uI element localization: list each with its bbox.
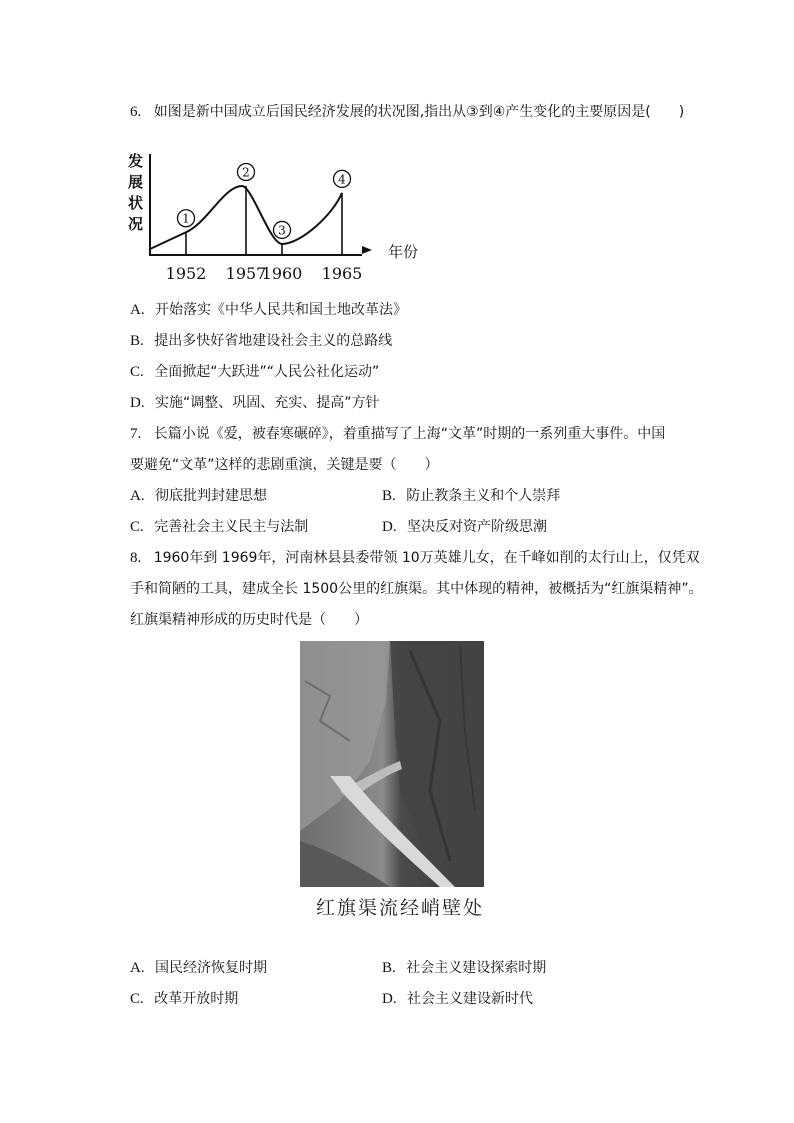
q6-option-b[interactable] xyxy=(130,331,392,351)
y-axis-label-char: 发 xyxy=(128,152,144,170)
q7-option-c[interactable] xyxy=(130,517,308,537)
x-tick-label-1960: 1960 xyxy=(261,264,303,283)
option-text: 坚决反对资产阶级思潮 xyxy=(407,519,548,535)
option-letter: B. xyxy=(382,488,396,504)
q6-stem: 如图是新中国成立后国民经济发展的状况图,指出从③到④产生变化的主要原因是( ) xyxy=(153,104,685,120)
q6-number: 6. xyxy=(130,104,142,120)
option-letter: C. xyxy=(130,519,144,535)
point-3-label: 3 xyxy=(278,223,286,238)
option-text: 社会主义建设探索时期 xyxy=(406,960,547,976)
option-letter: D. xyxy=(382,991,397,1007)
option-text: 防止教条主义和个人崇拜 xyxy=(406,488,561,504)
q8-stem-line-3: 红旗渠精神形成的历史时代是（ ） xyxy=(130,612,368,628)
option-letter: A. xyxy=(130,488,145,504)
option-text: 提出多快好省地建设社会主义的总路线 xyxy=(154,333,393,349)
q6-stem-line xyxy=(130,102,684,122)
x-axis-label: 年份 xyxy=(388,243,419,261)
option-letter: B. xyxy=(382,960,396,976)
option-letter: A. xyxy=(130,302,145,318)
option-letter: C. xyxy=(130,991,144,1007)
option-letter: B. xyxy=(130,333,144,349)
x-tick-label-1965: 1965 xyxy=(321,264,363,283)
point-4-label: 4 xyxy=(338,172,346,187)
q8-option-b[interactable] xyxy=(382,958,546,978)
q8-option-a[interactable] xyxy=(130,958,267,978)
option-text: 国民经济恢复时期 xyxy=(155,960,268,976)
option-text: 全面掀起“大跃进”“人民公社化运动” xyxy=(154,364,380,380)
q8-option-d[interactable] xyxy=(382,989,533,1009)
q7-stem-line-1 xyxy=(130,424,665,444)
q7-option-b[interactable] xyxy=(382,486,560,506)
option-letter: C. xyxy=(130,364,144,380)
photo-caption: 红旗渠流经峭壁处 xyxy=(315,897,484,919)
q6-option-c[interactable] xyxy=(130,362,379,382)
x-tick-label-1952: 1952 xyxy=(165,264,207,283)
q8-stem-line-1 xyxy=(130,548,700,568)
q7-number: 7. xyxy=(130,426,142,442)
point-1-label: 1 xyxy=(182,211,190,226)
q7-option-a[interactable] xyxy=(130,486,267,506)
option-letter: D. xyxy=(382,519,397,535)
x-tick-label-1957: 1957 xyxy=(225,264,267,283)
canal-cliff-photo xyxy=(300,641,484,887)
option-text: 社会主义建设新时代 xyxy=(407,991,534,1007)
q8-stem-1: 1960年到 1969年，河南林县县委带领 10万英雄儿女，在千峰如削的太行山上，仅凭双 xyxy=(153,550,700,566)
y-axis-label-char: 展 xyxy=(128,173,144,191)
q7-stem-1: 长篇小说《爱，被春寒碾碎》，着重描写了上海“文革”时期的一系列重大事件。中国 xyxy=(153,426,666,442)
y-axis-label-char: 况 xyxy=(128,215,144,233)
point-2-label: 2 xyxy=(242,165,250,180)
option-text: 改革开放时期 xyxy=(154,991,239,1007)
q7-option-d[interactable] xyxy=(382,517,547,537)
q6-option-a[interactable] xyxy=(130,300,407,320)
option-text: 实施“调整、巩固、充实、提高”方针 xyxy=(155,395,380,411)
option-letter: D. xyxy=(130,395,145,411)
q8-option-c[interactable] xyxy=(130,989,238,1009)
y-axis-label xyxy=(127,152,143,233)
y-axis-label-char: 状 xyxy=(128,194,144,212)
option-text: 彻底批判封建思想 xyxy=(155,488,268,504)
option-text: 开始落实《中华人民共和国土地改革法》 xyxy=(155,302,408,318)
q6-option-d[interactable] xyxy=(130,393,380,413)
option-text: 完善社会主义民主与法制 xyxy=(154,519,309,535)
option-letter: A. xyxy=(130,960,145,976)
economy-chart xyxy=(126,150,426,285)
q8-stem-line-2: 手和简陋的工具，建成全长 1500公里的红旗渠。其中体现的精神，被概括为“红旗渠精神”。 xyxy=(130,581,703,597)
q7-stem-line-2: 要避免“文革”这样的悲剧重演，关键是要（ ） xyxy=(130,457,439,473)
x-axis-arrow xyxy=(362,246,372,254)
q8-number: 8. xyxy=(130,550,142,566)
